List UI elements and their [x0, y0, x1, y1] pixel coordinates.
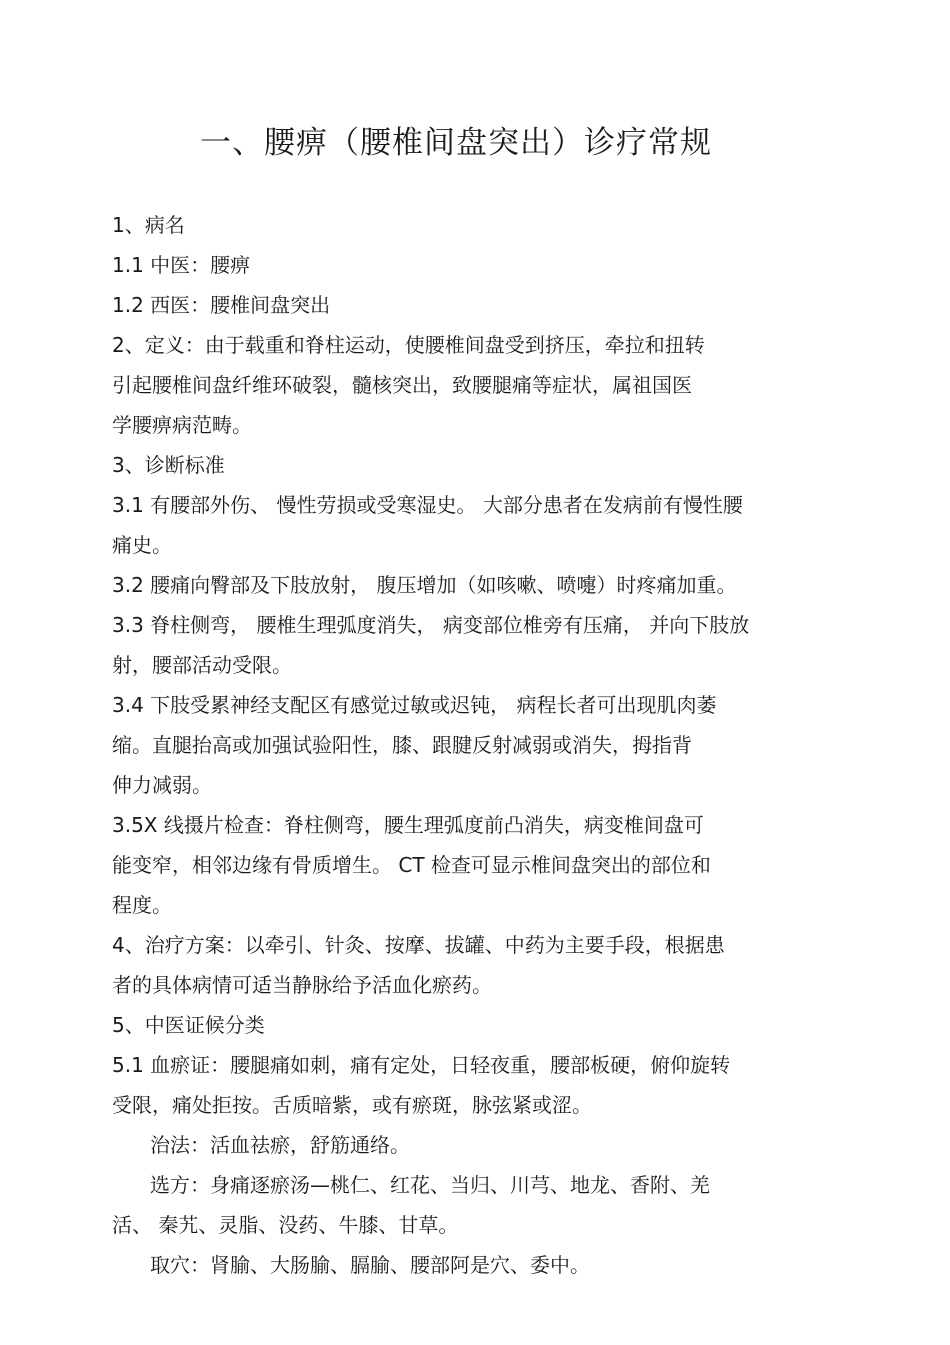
text-line: 1.2 西医：腰椎间盘突出: [112, 293, 331, 317]
text-line: 1.1 中医：腰痹: [112, 253, 251, 277]
text-line: 3.4 下肢受累神经支配区有感觉过敏或迟钝， 病程长者可出现肌肉萎: [112, 693, 717, 717]
text-line: 3.2 腰痛向臀部及下肢放射， 腹压增加（如咳嗽、喷嚏）时疼痛加重。: [112, 573, 737, 597]
text-line: 缩。直腿抬高或加强试验阳性，膝、跟腱反射减弱或消失，拇指背: [112, 733, 692, 757]
text-line: 3、诊断标准: [112, 453, 225, 477]
text-line: 引起腰椎间盘纤维环破裂，髓核突出，致腰腿痛等症状，属祖国医: [112, 373, 692, 397]
text-line: 选方：身痛逐瘀汤—桃仁、红花、当归、川芎、地龙、香附、羌: [150, 1173, 710, 1197]
text-line: 4、治疗方案：以牵引、针灸、按摩、拔罐、中药为主要手段，根据患: [112, 933, 725, 957]
text-line: 学腰痹病范畴。: [112, 413, 252, 437]
text-line: 取穴：肾腧、大肠腧、膈腧、腰部阿是穴、委中。: [150, 1253, 590, 1277]
text-line: 治法：活血祛瘀，舒筋通络。: [150, 1133, 410, 1157]
text-line: 受限，痛处拒按。舌质暗紫，或有瘀斑，脉弦紧或涩。: [112, 1093, 592, 1117]
text-line: 射，腰部活动受限。: [112, 653, 292, 677]
text-line: 伸力减弱。: [112, 773, 212, 797]
text-line: 者的具体病情可适当静脉给予活血化瘀药。: [112, 973, 492, 997]
text-line: 5、中医证候分类: [112, 1013, 265, 1037]
text-line: 3.1 有腰部外伤、 慢性劳损或受寒湿史。 大部分患者在发病前有慢性腰: [112, 493, 743, 517]
text-line: 活、 秦艽、灵脂、没药、牛膝、甘草。: [112, 1213, 459, 1237]
text-line: 2、定义：由于载重和脊柱运动，使腰椎间盘受到挤压，牵拉和扭转: [112, 333, 705, 357]
text-line: 3.3 脊柱侧弯， 腰椎生理弧度消失， 病变部位椎旁有压痛， 并向下肢放: [112, 613, 750, 637]
text-line: 程度。: [112, 893, 172, 917]
text-line: 能变窄，相邻边缘有骨质增生。 CT 检查可显示椎间盘突出的部位和: [112, 853, 711, 877]
text-line: 痛史。: [112, 533, 172, 557]
text-line: 1、病名: [112, 213, 185, 237]
text-line: 3.5X 线摄片检查：脊柱侧弯，腰生理弧度前凸消失，病变椎间盘可: [112, 813, 704, 837]
document-title: 一、腰痹（腰椎间盘突出）诊疗常规: [200, 125, 712, 161]
text-line: 5.1 血瘀证：腰腿痛如刺，痛有定处，日轻夜重，腰部板硬，俯仰旋转: [112, 1053, 731, 1077]
document-body: [112, 205, 852, 1285]
